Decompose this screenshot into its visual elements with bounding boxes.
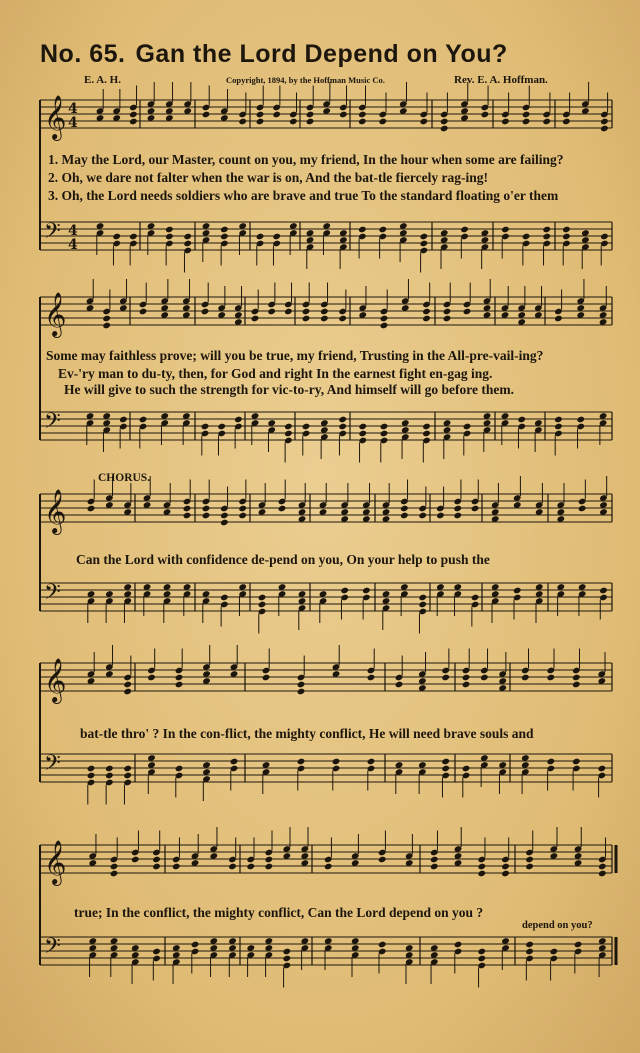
bass-clef: 𝄢 <box>44 219 61 249</box>
notehead <box>367 674 376 682</box>
notehead <box>339 111 348 119</box>
notehead <box>302 315 311 323</box>
notehead <box>430 863 439 871</box>
notehead <box>380 315 389 323</box>
copyright-notice: Copyright, 1894, by the Hoffman Music Co. <box>226 75 385 85</box>
notehead <box>501 226 510 234</box>
notehead <box>152 856 161 864</box>
notehead <box>220 233 229 241</box>
notehead <box>152 863 161 871</box>
notehead <box>358 423 367 431</box>
notehead <box>152 948 161 956</box>
bass-clef: 𝄢 <box>44 409 61 439</box>
notehead <box>282 948 291 956</box>
notehead <box>284 423 293 431</box>
treble-clef: 𝄞 <box>44 658 67 702</box>
notehead <box>477 863 486 871</box>
notehead <box>105 772 114 780</box>
notehead <box>562 226 571 234</box>
notehead <box>358 111 367 119</box>
notehead <box>340 587 349 595</box>
notehead <box>258 594 267 602</box>
treble-clef: 𝄞 <box>44 489 67 533</box>
notehead <box>477 948 486 956</box>
notehead <box>175 674 184 682</box>
notehead <box>201 308 210 316</box>
bass-clef: 𝄢 <box>44 934 61 964</box>
notehead <box>440 118 449 126</box>
notehead <box>320 315 329 323</box>
notehead <box>129 118 138 126</box>
notehead <box>238 118 247 126</box>
notehead <box>246 863 255 871</box>
notehead <box>147 674 156 682</box>
notehead <box>542 118 551 126</box>
notehead <box>522 118 531 126</box>
notehead <box>378 226 387 234</box>
chorus-line-2: bat-tle thro' ? In the con-flict, the mighty conflict, He will need brave souls and <box>80 726 534 741</box>
notehead <box>422 430 431 438</box>
notehead <box>264 856 273 864</box>
notehead <box>332 758 341 766</box>
notehead <box>183 512 192 520</box>
notehead <box>220 512 229 520</box>
notehead <box>400 512 409 520</box>
notehead <box>358 430 367 438</box>
notehead <box>278 505 287 513</box>
notehead <box>598 870 607 878</box>
verse-1-line-1: 1. May the Lord, our Master, count on you, my friend, In the hour when some are failing? <box>48 152 564 167</box>
notehead <box>306 111 315 119</box>
notehead <box>463 423 472 431</box>
notehead <box>165 226 174 234</box>
notehead <box>471 505 480 513</box>
notehead <box>554 423 563 431</box>
notehead <box>546 674 555 682</box>
notehead <box>123 772 132 780</box>
notehead <box>513 587 522 595</box>
notehead <box>302 308 311 316</box>
treble-clef: 𝄞 <box>44 95 67 139</box>
notehead <box>228 863 237 871</box>
notehead <box>284 308 293 316</box>
notehead <box>525 856 534 864</box>
notehead <box>297 688 306 696</box>
notehead <box>123 681 132 689</box>
notehead <box>230 758 239 766</box>
notehead <box>436 512 445 520</box>
notehead <box>183 505 192 513</box>
notehead <box>119 416 128 424</box>
notehead <box>112 233 121 241</box>
notehead <box>201 423 210 431</box>
notehead <box>422 315 431 323</box>
notehead <box>418 512 427 520</box>
notehead <box>572 758 581 766</box>
notehead <box>477 955 486 963</box>
notehead <box>175 765 184 773</box>
notehead <box>238 505 247 513</box>
notehead <box>165 233 174 241</box>
verse-2-line-2: Ev-'ry man to du-ty, then, for God and right In the earnest fight en-gag ing. <box>58 366 493 381</box>
notehead <box>139 416 148 424</box>
notehead <box>600 125 609 133</box>
notehead <box>460 226 469 234</box>
notehead <box>380 322 389 330</box>
notehead <box>251 315 260 323</box>
notehead <box>172 863 181 871</box>
echo-text: depend on you? <box>522 920 593 931</box>
notehead <box>443 315 452 323</box>
notehead <box>264 863 273 871</box>
notehead <box>462 681 471 689</box>
notehead <box>419 118 428 126</box>
notehead <box>202 512 211 520</box>
notehead <box>599 587 608 595</box>
verse-3-line-1: 3. Oh, the Lord needs soldiers who are brave and true To the standard floating o'er them <box>48 188 559 203</box>
treble-clef: 𝄞 <box>44 840 67 884</box>
notehead <box>256 118 265 126</box>
notehead <box>453 505 462 513</box>
composer-initials: E. A. H. <box>84 74 121 86</box>
notehead <box>220 226 229 234</box>
notehead <box>202 111 211 119</box>
bass-clef: 𝄢 <box>44 580 61 610</box>
notehead <box>454 941 463 949</box>
notehead <box>378 941 387 949</box>
notehead <box>358 226 367 234</box>
notehead <box>362 587 371 595</box>
time-signature-bottom: 4 <box>68 115 78 131</box>
notehead <box>267 308 276 316</box>
notehead <box>522 111 531 119</box>
notehead <box>123 765 132 773</box>
verse-3-line-2: He will give to such the strength for vic-to-ry, And himself will go before them. <box>64 382 514 397</box>
notehead <box>338 423 347 431</box>
notehead <box>600 233 609 241</box>
notehead <box>542 233 551 241</box>
notehead <box>440 125 449 133</box>
notehead <box>562 233 571 241</box>
notehead <box>501 118 510 126</box>
notehead <box>297 758 306 766</box>
notehead <box>123 688 132 696</box>
notehead <box>102 322 111 330</box>
notehead <box>272 111 281 119</box>
notehead <box>395 681 404 689</box>
notehead <box>453 512 462 520</box>
notehead <box>598 863 607 871</box>
notehead <box>481 111 490 119</box>
notehead <box>462 674 471 682</box>
notehead <box>183 233 192 241</box>
notehead <box>554 416 563 424</box>
notehead <box>320 308 329 316</box>
notehead <box>597 765 606 773</box>
verse-2-line-1: 2. Oh, we dare not falter when the war is on, And the bat-tle fiercely rag-ing! <box>48 170 488 185</box>
notehead <box>480 674 489 682</box>
notehead <box>191 941 200 949</box>
notehead <box>517 416 526 424</box>
notehead <box>562 118 571 126</box>
notehead <box>572 674 581 682</box>
notehead <box>380 430 389 438</box>
notehead <box>129 233 138 241</box>
notehead <box>422 308 431 316</box>
notehead <box>338 315 347 323</box>
notehead <box>262 674 271 682</box>
notehead <box>220 519 229 527</box>
hymn-number: No. 65. <box>40 40 126 68</box>
notehead <box>525 863 534 871</box>
notehead <box>238 512 247 520</box>
notehead <box>542 226 551 234</box>
notehead <box>87 772 96 780</box>
notehead <box>522 233 531 241</box>
time-signature-bottom: 4 <box>68 237 78 253</box>
notehead <box>501 863 510 871</box>
notehead <box>576 416 585 424</box>
notehead <box>471 594 480 602</box>
notehead <box>441 758 450 766</box>
notehead <box>289 118 298 126</box>
notehead <box>338 416 347 424</box>
notehead <box>129 111 138 119</box>
notehead <box>521 674 530 682</box>
hymn-title-text: Gan the Lord Depend on You? <box>135 40 508 68</box>
author-credit: Rev. E. A. Hoffman. <box>454 74 548 86</box>
notehead <box>572 681 581 689</box>
notehead <box>87 765 96 773</box>
notehead <box>282 955 291 963</box>
notehead <box>105 765 114 773</box>
notehead <box>525 948 534 956</box>
notehead <box>102 315 111 323</box>
notehead <box>422 423 431 431</box>
notehead <box>302 423 311 431</box>
notehead <box>463 308 472 316</box>
notehead <box>358 118 367 126</box>
notehead <box>306 118 315 126</box>
notehead <box>578 505 587 513</box>
treble-clef: 𝄞 <box>44 292 67 336</box>
notehead <box>131 856 140 864</box>
notehead <box>574 941 583 949</box>
notehead <box>418 594 427 602</box>
notehead <box>297 681 306 689</box>
notehead <box>256 111 265 119</box>
notehead <box>234 416 243 424</box>
notehead <box>600 118 609 126</box>
time-signature-top: 4 <box>68 101 78 117</box>
time-signature-top: 4 <box>68 223 78 239</box>
notehead <box>525 941 534 949</box>
notehead <box>419 233 428 241</box>
chorus-line-3: true; In the conflict, the mighty conflict, Can the Lord depend on you ? <box>74 905 484 920</box>
notehead <box>256 233 265 241</box>
notehead <box>258 601 267 609</box>
notehead <box>477 870 486 878</box>
notehead <box>418 601 427 609</box>
notehead <box>549 948 558 956</box>
notehead <box>441 674 450 682</box>
chorus-label: CHORUS. <box>98 472 151 484</box>
notehead <box>441 765 450 773</box>
notehead <box>139 308 148 316</box>
notehead <box>324 863 333 871</box>
bass-clef: 𝄢 <box>44 751 61 781</box>
notehead <box>501 870 510 878</box>
notehead <box>462 765 471 773</box>
notehead <box>400 505 409 513</box>
notehead <box>380 423 389 431</box>
notehead <box>110 863 119 871</box>
notehead <box>110 870 119 878</box>
notehead <box>217 423 226 431</box>
notehead <box>378 118 387 126</box>
notehead <box>183 240 192 248</box>
notehead <box>220 594 229 602</box>
notehead <box>546 758 555 766</box>
verse-1-line-2: Some may faithless prove; will you be true, my friend, Trusting in the All-pre-vail-ing? <box>46 348 544 363</box>
notehead <box>175 681 184 689</box>
notehead <box>87 505 96 513</box>
notehead <box>378 856 387 864</box>
notehead <box>367 758 376 766</box>
notehead <box>443 308 452 316</box>
notehead <box>554 315 563 323</box>
chorus-line-1: Can the Lord with confidence de-pend on you, On your help to push the <box>76 552 490 567</box>
notehead <box>419 240 428 248</box>
notehead <box>284 430 293 438</box>
notehead <box>202 505 211 513</box>
notehead <box>272 233 281 241</box>
notehead <box>430 856 439 864</box>
